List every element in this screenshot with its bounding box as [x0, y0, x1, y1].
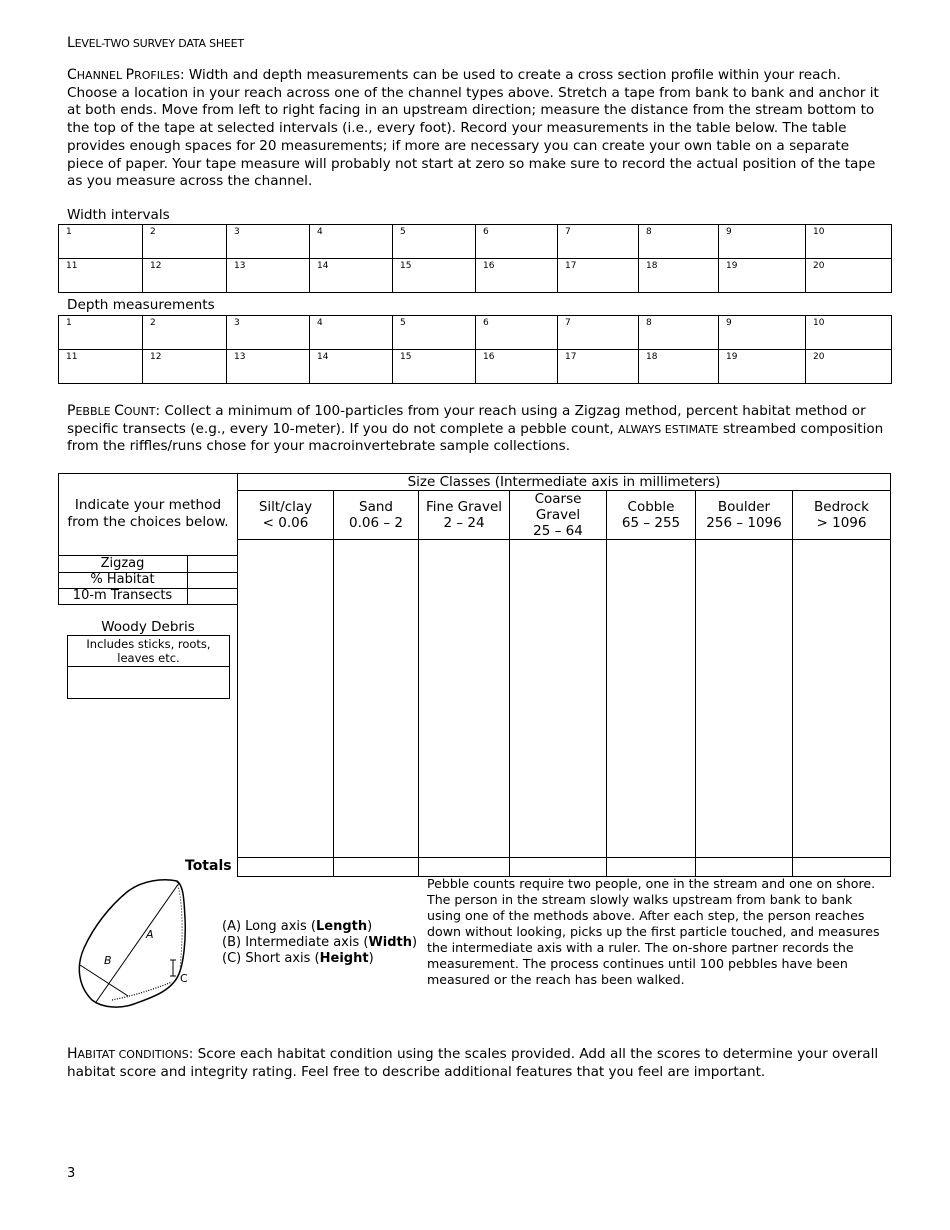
grid-cell[interactable]: 2 [143, 225, 227, 259]
grid-cell[interactable]: 12 [143, 259, 227, 293]
depth-measurements-label: Depth measurements [67, 297, 215, 313]
woody-debris-note: Includes sticks, roots, leaves etc. [68, 636, 229, 667]
figure-label-a: A [146, 928, 154, 941]
depth-measurements-table [58, 315, 892, 384]
grid-cell[interactable]: 12 [143, 350, 227, 384]
grid-cell[interactable]: 14 [310, 259, 393, 293]
grid-cell[interactable]: 3 [227, 316, 310, 350]
grid-cell[interactable]: 15 [393, 259, 476, 293]
grid-cell[interactable]: 7 [558, 316, 639, 350]
axis-a: (A) Long axis (Length) [222, 919, 373, 934]
grid-cell[interactable]: 16 [476, 259, 558, 293]
grid-cell[interactable]: 5 [393, 316, 476, 350]
width-intervals-table [58, 224, 892, 293]
class-header-coarse-gravel: Coarse Gravel 25 – 64 [533, 491, 583, 539]
choice-transects: 10-m Transects [72, 588, 173, 603]
grid-cell[interactable]: 14 [310, 350, 393, 384]
choice-habitat: % Habitat [90, 572, 155, 587]
habitat-checkbox[interactable] [188, 573, 237, 588]
always-estimate-emphasis: ALWAYS ESTIMATE [617, 422, 719, 436]
axis-b: (B) Intermediate axis (Width) [222, 935, 418, 950]
page-title: LEVEL-TWO SURVEY DATA SHEET [67, 35, 244, 51]
class-header-silt: Silt/clay < 0.06 [258, 499, 313, 531]
grid-cell[interactable]: 10 [806, 225, 892, 259]
table-row [59, 225, 892, 259]
woody-debris-box [67, 635, 230, 699]
figure-label-c: C [180, 972, 188, 985]
grid-cell[interactable]: 8 [639, 225, 719, 259]
pebble-count-paragraph: PEBBLE COUNT: Collect a minimum of 100-particles from your reach using a Zigzag method, percent habitat method or specific transects (e.g., every 10-meter). If you do not complete a pebble count, ALWAYS ESTIMATE streambed composition from the riffles/runs chose for your macroinvertebrate sample collections. [67, 403, 884, 455]
width-intervals-label: Width intervals [67, 207, 170, 223]
grid-cell[interactable]: 13 [227, 350, 310, 384]
grid-cell[interactable]: 11 [59, 350, 143, 384]
grid-cell[interactable]: 17 [558, 259, 639, 293]
axes-legend [222, 919, 417, 967]
page-number: 3 [67, 1166, 76, 1181]
grid-cell[interactable]: 20 [806, 259, 892, 293]
transects-checkbox[interactable] [188, 589, 237, 604]
figure-label-b: B [104, 954, 112, 967]
grid-cell[interactable]: 7 [558, 225, 639, 259]
grid-cell[interactable]: 13 [227, 259, 310, 293]
grid-cell[interactable]: 5 [393, 225, 476, 259]
grid-cell[interactable]: 18 [639, 259, 719, 293]
pebble-count-heading: PEBBLE COUNT [67, 403, 156, 419]
table-row [59, 316, 892, 350]
class-header-boulder: Boulder 256 – 1096 [706, 499, 782, 531]
grid-cell[interactable]: 9 [719, 316, 806, 350]
grid-cell[interactable]: 1 [59, 225, 143, 259]
grid-cell[interactable]: 9 [719, 225, 806, 259]
grid-cell[interactable]: 19 [719, 350, 806, 384]
grid-cell[interactable]: 19 [719, 259, 806, 293]
grid-cell[interactable]: 15 [393, 350, 476, 384]
pebble-count-note: Pebble counts require two people, one in the stream and one on shore. The person in the stream slowly walks upstream from bank to bank using one of the methods above. After each step, the person reaches down without looking, picks up the first particle touched, and measures the intermediate axis with a ruler. The on-shore partner records the measurement. The process continues until 100 pebbles have been measured or the reach has been walked. [427, 876, 880, 987]
grid-cell[interactable]: 1 [59, 316, 143, 350]
class-header-fine-gravel: Fine Gravel 2 – 24 [425, 499, 503, 531]
woody-debris-title: Woody Debris [101, 619, 195, 635]
grid-cell[interactable]: 18 [639, 350, 719, 384]
grid-cell[interactable]: 17 [558, 350, 639, 384]
class-header-bedrock: Bedrock > 1096 [814, 499, 869, 531]
zigzag-checkbox[interactable] [188, 556, 237, 571]
grid-cell[interactable]: 6 [476, 316, 558, 350]
grid-cell[interactable]: 4 [310, 225, 393, 259]
grid-cell[interactable]: 8 [639, 316, 719, 350]
grid-cell[interactable]: 6 [476, 225, 558, 259]
grid-cell[interactable]: 20 [806, 350, 892, 384]
axis-c: (C) Short axis (Height) [222, 951, 374, 966]
class-header-cobble: Cobble 65 – 255 [621, 499, 681, 531]
choice-zigzag: Zigzag [100, 556, 145, 571]
grid-cell[interactable]: 3 [227, 225, 310, 259]
class-header-sand: Sand 0.06 – 2 [349, 499, 403, 531]
woody-debris-entry[interactable] [68, 667, 229, 698]
grid-cell[interactable]: 10 [806, 316, 892, 350]
channel-profiles-heading: CHANNEL PROFILES [67, 67, 181, 83]
grid-cell[interactable]: 4 [310, 316, 393, 350]
grid-cell[interactable]: 2 [143, 316, 227, 350]
habitat-conditions-paragraph: HABITAT CONDITIONS: Score each habitat condition using the scales provided. Add all the scores to determine your overall habitat score and integrity rating. Feel free to describe additional features that you feel are important. [67, 1046, 879, 1080]
habitat-conditions-heading: HABITAT CONDITIONS [67, 1046, 189, 1062]
channel-profiles-paragraph: CHANNEL PROFILES: Width and depth measurements can be used to create a cross section profile within your reach. Choose a location in your reach across one of the channel types above. Stretch a tape from bank to bank and anchor it at both ends. Move from left to right facing in an upstream direction; measure the distance from the stream bottom to the top of the tape at selected intervals (i.e., every foot). Record your measurements in the table below. The table provides enough spaces for 20 measurements; if more are necessary you can create your own table on a separate piece of paper. Your tape measure will probably not start at zero so make sure to record the actual position of the tape as you measure across the channel. [67, 67, 879, 190]
pebble-axes-icon [72, 878, 202, 1010]
size-classes-title: Size Classes (Intermediate axis in millimeters) [407, 474, 721, 490]
totals-label: Totals [185, 858, 232, 874]
grid-cell[interactable]: 16 [476, 350, 558, 384]
grid-cell[interactable]: 11 [59, 259, 143, 293]
method-prompt: Indicate your method from the choices below. [67, 497, 229, 530]
table-row [59, 259, 892, 293]
table-row [59, 350, 892, 384]
